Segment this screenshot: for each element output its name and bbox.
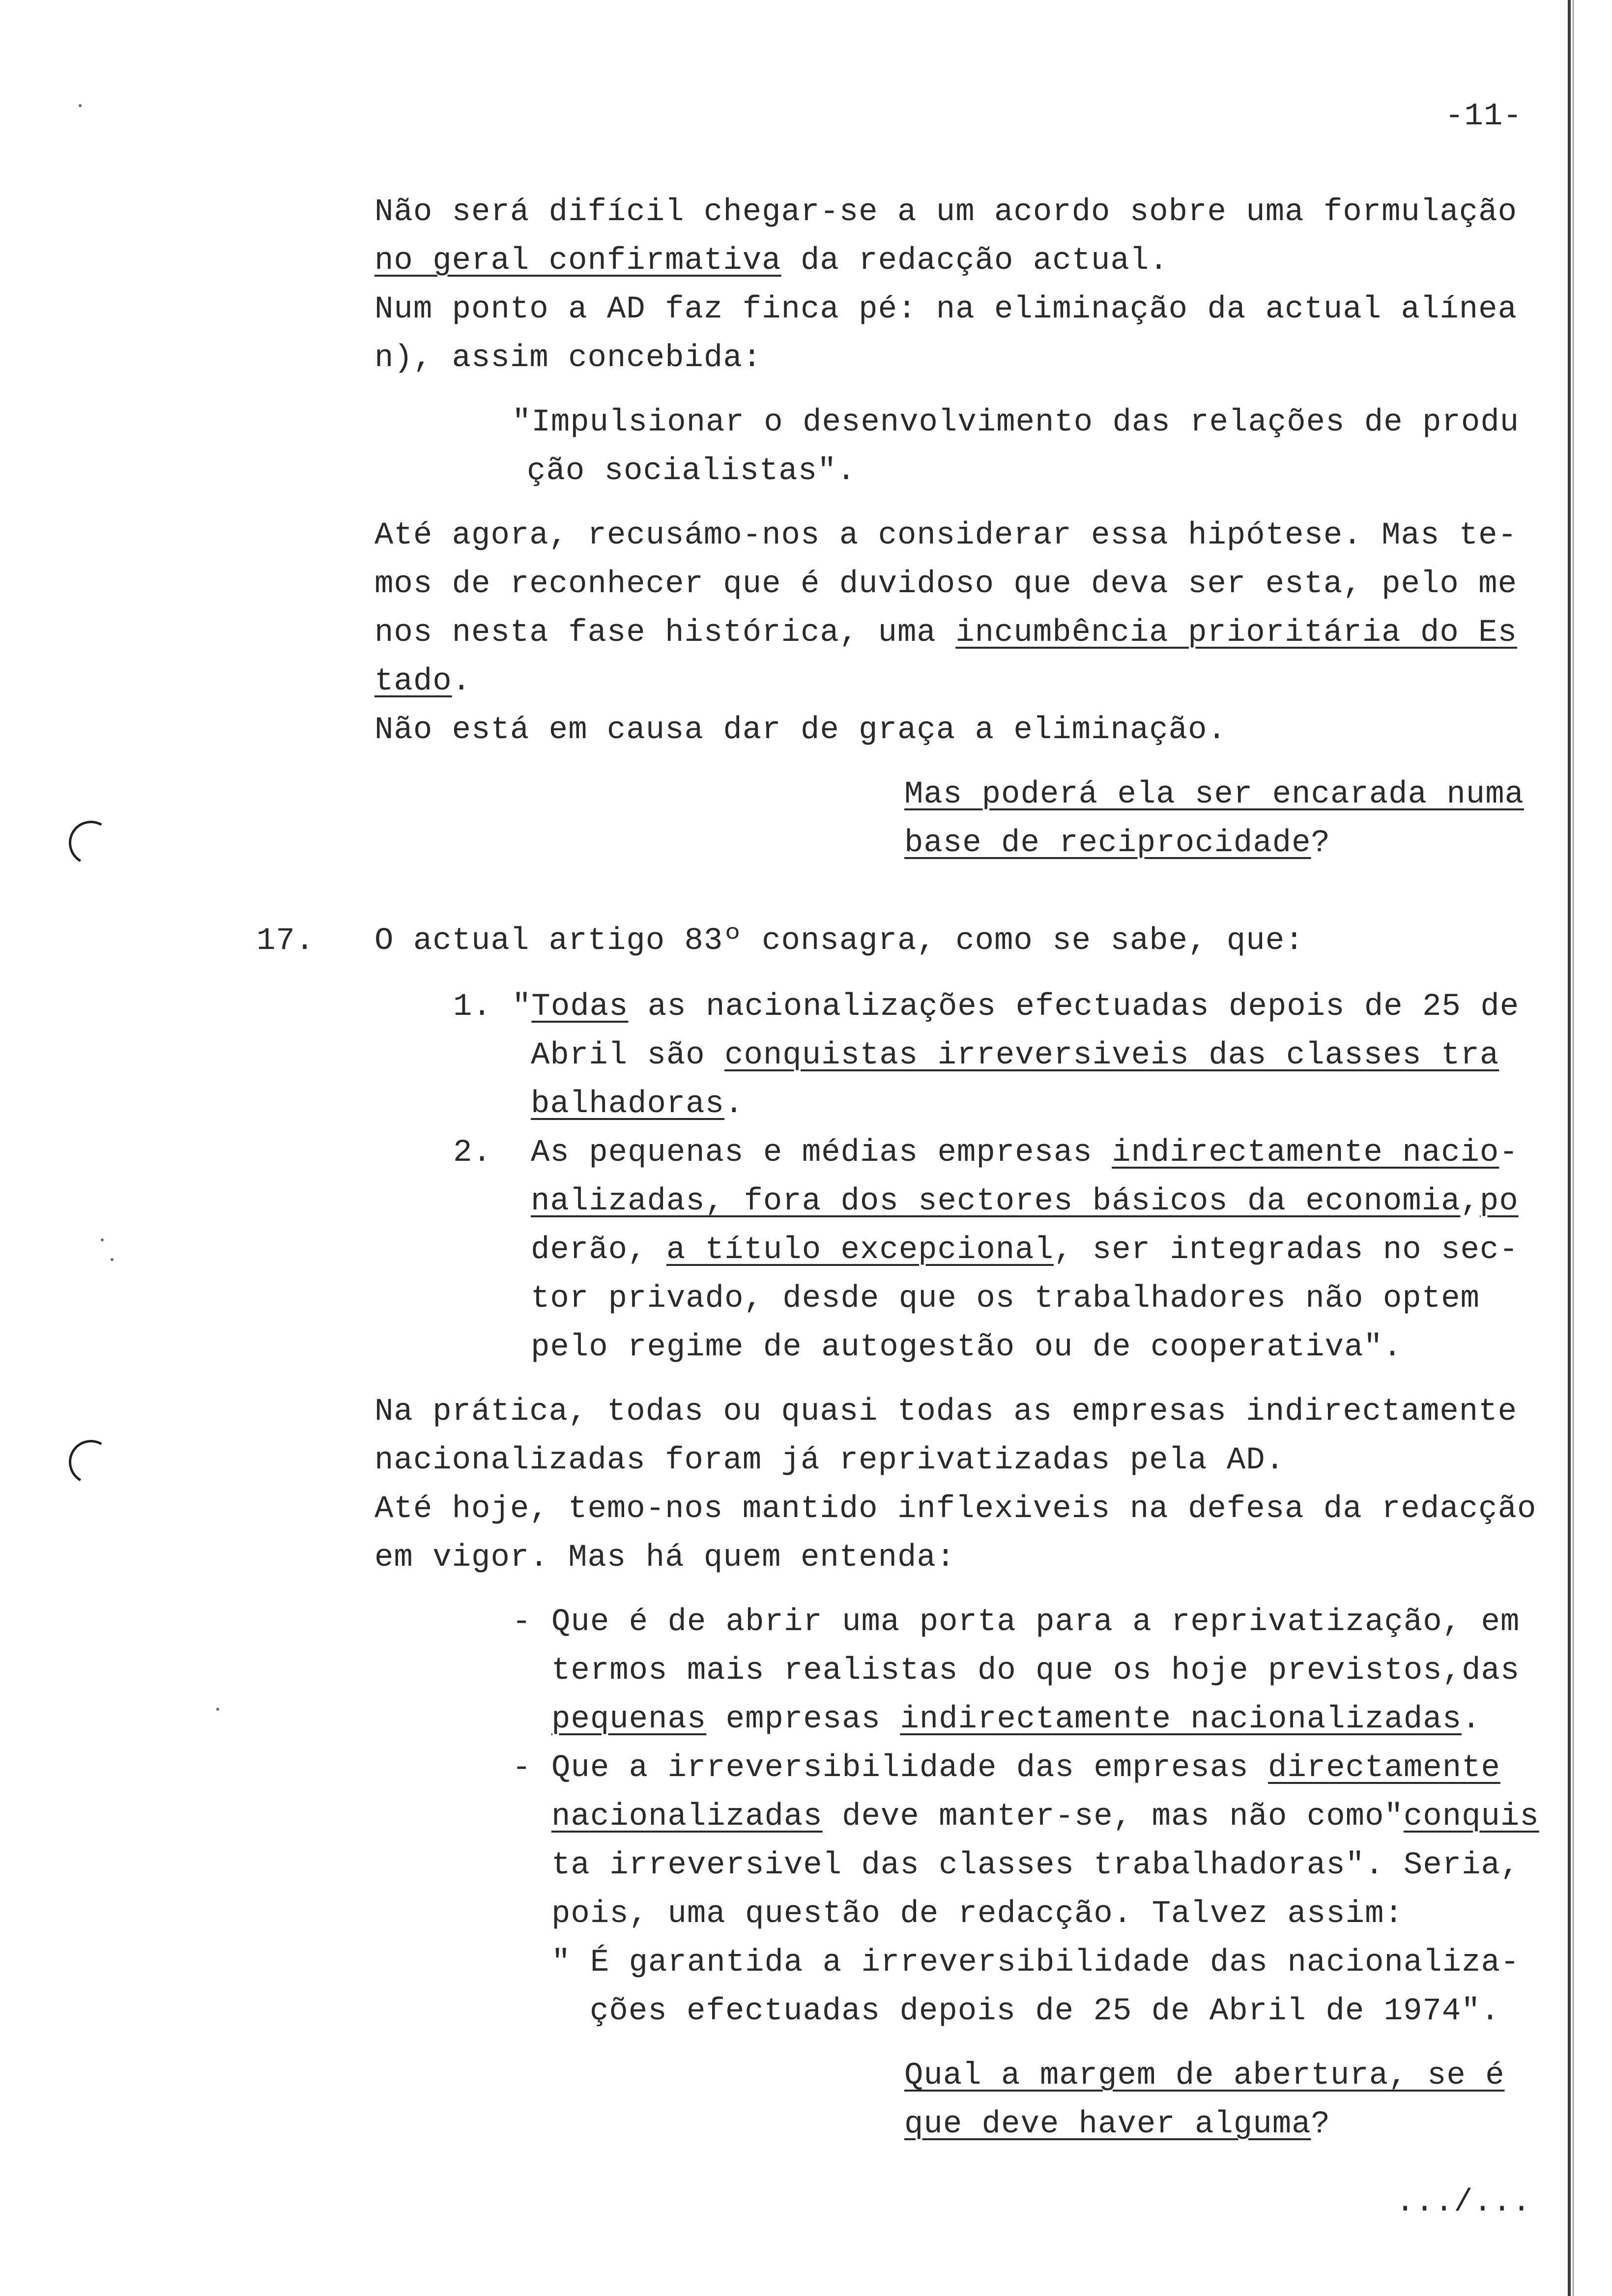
underlined-text: conquistas irreversiveis das classes tra: [724, 1038, 1499, 1073]
p2-line2: mos de reconhecer que é duvidoso que deva ser esta, pelo me: [374, 567, 1517, 602]
bullet1-line1: Que é de abrir uma porta para a reprivatização, em: [551, 1605, 1520, 1640]
bullet1-line2: termos mais realistas do que os hoje previstos,das: [551, 1653, 1520, 1689]
bullet2-quote-line1: " É garantida a irreversibilidade das nacionaliza-: [551, 1945, 1520, 1980]
item2-line4: tor privado, desde que os trabalhadores não optem: [531, 1281, 1480, 1317]
section-number: 17.: [257, 923, 315, 959]
p2-line4: [374, 666, 471, 697]
bullet1-dash: -: [512, 1605, 532, 1640]
p3-line1: Na prática, todas ou quasi todas as empresas indirectamente: [374, 1394, 1517, 1430]
p1-line3: Num ponto a AD faz finca pé: na eliminação da actual alínea: [374, 292, 1517, 327]
bullet1-line3: [551, 1704, 1481, 1735]
underlined-text: indirectamente nacio: [1112, 1135, 1499, 1171]
bullet2-line3: ta irreversivel das classes trabalhadoras". Seria,: [551, 1848, 1520, 1883]
speck: [111, 1258, 114, 1261]
text: ?: [1311, 826, 1330, 861]
p3-line3: Até hoje, temo-nos mantido inflexiveis na defesa da redacção: [374, 1492, 1537, 1527]
item1-line2: [531, 1040, 1499, 1071]
underlined-text: directamente: [1268, 1751, 1500, 1786]
text: empresas: [706, 1702, 900, 1737]
item2-line2: [531, 1186, 1519, 1217]
bullet2-line2: [551, 1801, 1539, 1833]
p3-line2: nacionalizadas foram já reprivatizadas pela AD.: [374, 1443, 1285, 1478]
underlined-text: incumbência prioritária do Es: [955, 615, 1517, 651]
underlined-text: a título excepcional: [666, 1233, 1054, 1268]
underlined-text: no geral confirmativa: [374, 243, 781, 279]
continuation-mark: .../...: [1396, 2185, 1531, 2220]
hole-punch-mark-bottom: [64, 1435, 118, 1489]
page-edge-line-shadow: [1573, 0, 1574, 2296]
item2-line5: pelo regime de autogestão ou de cooperativa".: [531, 1330, 1403, 1365]
text: deve manter-se, mas não como": [822, 1799, 1404, 1835]
text: nos nesta fase histórica, uma: [374, 615, 956, 651]
underlined-text: pequenas: [551, 1702, 707, 1737]
text: Abril são: [531, 1038, 725, 1073]
bullet2-line1: [551, 1752, 1500, 1784]
question1-line2: [904, 828, 1330, 859]
text: .: [452, 664, 472, 699]
underlined-text: Qual a margem de abertura, se é: [904, 2058, 1505, 2094]
p1-line4: n), assim concebida:: [374, 341, 762, 376]
question1-line1: [904, 779, 1524, 810]
underlined-text: Mas poderá ela ser encarada numa: [904, 777, 1524, 812]
underlined-text: base de reciprocidade: [904, 826, 1311, 861]
question2-line2: [904, 2109, 1330, 2140]
item1-line1: [512, 991, 1519, 1023]
p2-line3: [374, 617, 1517, 649]
text: as nacionalizações efectuadas depois de 25 de: [628, 989, 1520, 1025]
p1-line2: [374, 245, 1169, 277]
text: derão,: [531, 1233, 666, 1268]
underlined-text: tado: [374, 664, 452, 699]
p2-line1: Até agora, recusámo-nos a considerar essa hipótese. Mas te-: [374, 518, 1517, 553]
item2-line3: [531, 1234, 1519, 1266]
underlined-text: balhadoras: [531, 1087, 725, 1122]
text: da redacção actual.: [781, 243, 1169, 279]
text: .: [724, 1087, 744, 1122]
p2-line5: Não está em causa dar de graça a eliminação.: [374, 713, 1227, 748]
p1-line1: Não será difícil chegar-se a um acordo sobre uma formulação: [374, 195, 1517, 230]
text: Que a irreversibilidade das empresas: [551, 1751, 1268, 1786]
text: As pequenas e médias empresas: [531, 1135, 1112, 1171]
underlined-text: nacionalizadas: [551, 1799, 823, 1835]
underlined-text: po: [1479, 1184, 1519, 1219]
bullet2-quote-line2: ções efectuadas depois de 25 de Abril de 1974".: [590, 1994, 1500, 2029]
text: ": [512, 989, 532, 1025]
section-intro: O actual artigo 83º consagra, como se sabe, que:: [374, 923, 1304, 959]
underlined-text: que deve haver alguma: [904, 2107, 1311, 2142]
page-edge-line: [1568, 0, 1571, 2296]
text: -: [1499, 1135, 1519, 1171]
text: , ser integradas no sec-: [1053, 1233, 1519, 1268]
speck: [216, 1708, 219, 1711]
item1-line3: [531, 1089, 744, 1120]
quote1-line2: ção socialistas".: [527, 454, 856, 489]
page-number: -11-: [1445, 99, 1523, 134]
text: ?: [1311, 2107, 1330, 2142]
underlined-text: indirectamente nacionalizadas: [900, 1702, 1462, 1737]
question2-line1: [904, 2060, 1505, 2092]
speck: [101, 1238, 104, 1241]
item1-number: 1.: [453, 989, 492, 1025]
speck: [79, 104, 82, 107]
quote1-line1: "Impulsionar o desenvolvimento das relações de produ: [512, 405, 1520, 440]
item2-number: 2.: [453, 1135, 492, 1171]
underlined-text: conquis: [1403, 1799, 1539, 1835]
hole-punch-mark-top: [64, 816, 118, 870]
p3-line4: em vigor. Mas há quem entenda:: [374, 1540, 956, 1576]
underlined-text: nalizadas, fora dos sectores básicos da economia: [531, 1184, 1461, 1219]
underlined-text: Todas: [531, 989, 629, 1025]
bullet2-line4: pois, uma questão de redacção. Talvez assim:: [551, 1896, 1404, 1932]
bullet2-dash: -: [512, 1751, 532, 1786]
text: ,: [1460, 1184, 1480, 1219]
item2-line1: [531, 1137, 1519, 1169]
text: .: [1462, 1702, 1481, 1737]
